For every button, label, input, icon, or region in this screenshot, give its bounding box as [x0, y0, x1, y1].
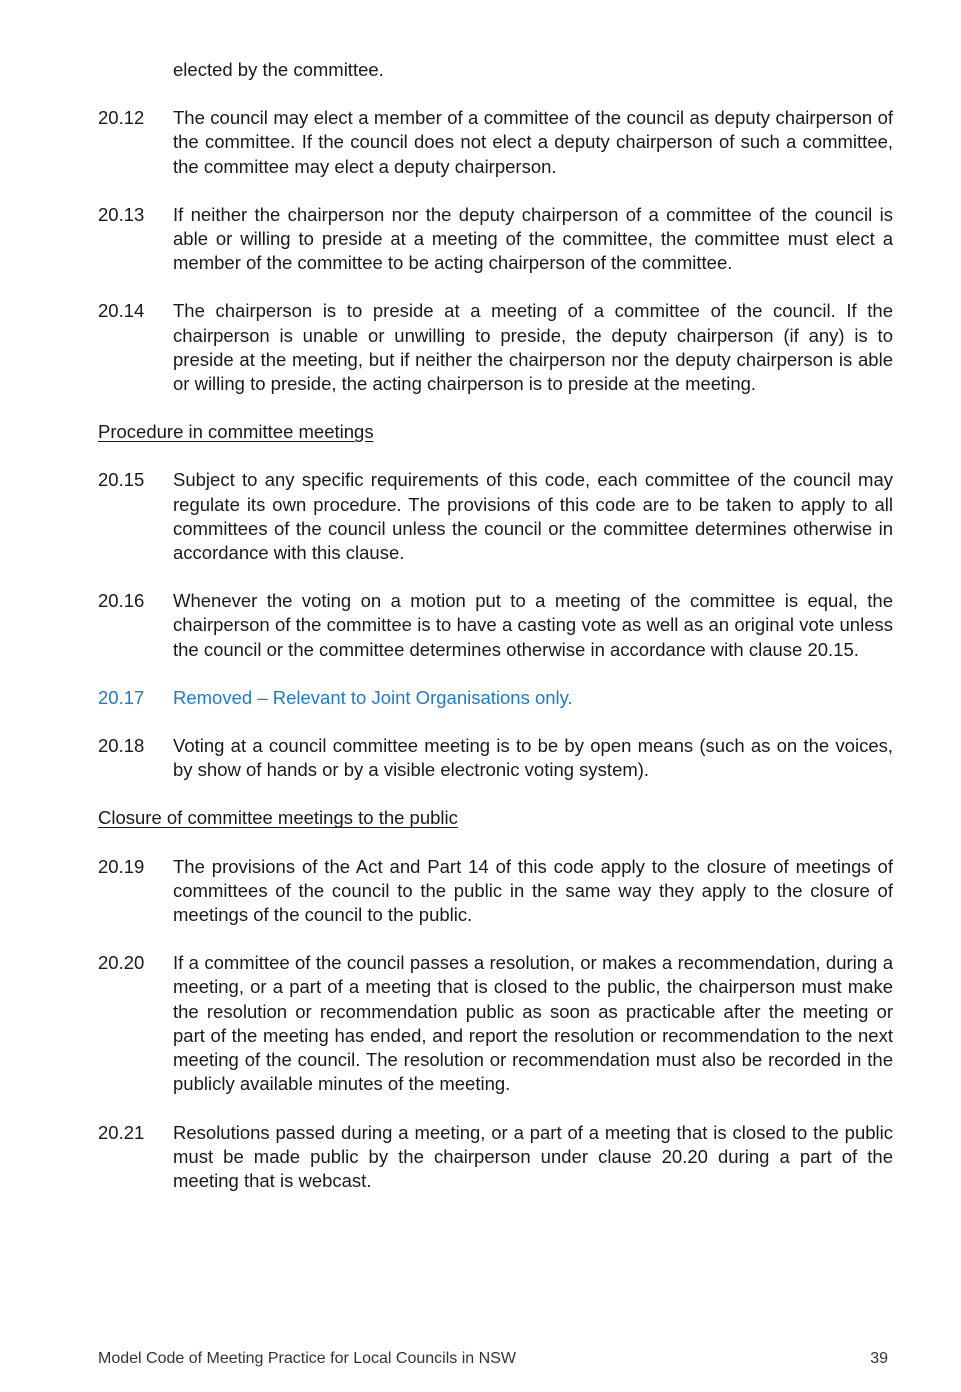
clause-text: Voting at a council committee meeting is to be by open means (such as on the voices, by show of hands or by a visible electronic voting system).: [173, 735, 893, 781]
clause-text: The chairperson is to preside at a meeting of a committee of the council. If the chairperson is unable or unwilling to preside, the deputy chairperson (if any) is to preside at the meeting, but if neither the chairperson nor the deputy chairperson is able or willing to preside, the acting chairperson is to preside at the meeting.: [173, 300, 893, 395]
clause-20-19: [98, 855, 893, 928]
page-footer: [98, 1349, 888, 1369]
clause-text: If a committee of the council passes a resolution, or makes a recommendation, during a meeting, or a part of a meeting that is closed to the public, the chairperson must make the resolution or recommendation public as soon as practicable after the meeting or part of the meeting has ended, and report the resolution or recommendation to the next meeting of the council. The resolution or recommendation must also be recorded in the publicly available minutes of the meeting.: [173, 952, 893, 1095]
clause-number: 20.16: [98, 590, 145, 612]
page-number: 39: [870, 1350, 888, 1367]
clause-text: Subject to any specific requirements of this code, each committee of the council may regulate its own procedure. The provisions of this code are to be taken to apply to all committees of the council unless the council or the committee determines otherwise in accordance with this clause.: [173, 469, 893, 564]
clause-text: If neither the chairperson nor the deputy chairperson of a committee of the council is able or willing to preside at a meeting of the committee, the committee must elect a member of the committee to be acting chairperson of the committee.: [173, 203, 893, 274]
footer-title: Model Code of Meeting Practice for Local Councils in NSW: [98, 1350, 516, 1367]
clause-number: 20.20: [98, 952, 145, 974]
clause-number: 20.17: [98, 686, 145, 708]
clause-20-13: [98, 203, 893, 276]
clause-number: 20.19: [98, 855, 145, 877]
clause-20-12: [98, 106, 893, 179]
document-body: [98, 58, 893, 1217]
clause-number: 20.12: [98, 107, 145, 129]
clause-20-18: [98, 734, 893, 782]
clause-text: The provisions of the Act and Part 14 of this code apply to the closure of meetings of committees of the council to the public in the same way they apply to the closure of meetings of the council to the public.: [173, 855, 893, 926]
clause-number: 20.21: [98, 1121, 145, 1143]
clause-20-15: [98, 468, 893, 565]
clause-text: The council may elect a member of a committee of the council as deputy chairperson of the committee. If the council does not elect a deputy chairperson of such a committee, the committee may elect a deputy chairperson.: [173, 107, 893, 177]
clause-20-21: [98, 1121, 893, 1194]
clause-number: 20.15: [98, 469, 145, 491]
clause-20-14: [98, 299, 893, 396]
clause-text: Removed – Relevant to Joint Organisations only.: [173, 686, 573, 708]
section-heading-closure: Closure of committee meetings to the public: [98, 807, 458, 829]
clause-20-20: [98, 951, 893, 1096]
clause-number: 20.18: [98, 735, 145, 757]
clause-text: Whenever the voting on a motion put to a meeting of the committee is equal, the chairperson of the committee is to have a casting vote as well as an original vote unless the council or the committee determines otherwise in accordance with clause 20.15.: [173, 590, 893, 660]
clause-text: Resolutions passed during a meeting, or a part of a meeting that is closed to the public must be made public by the chairperson under clause 20.20 during a part of the meeting that is webcast.: [173, 1121, 893, 1191]
section-heading-procedure: Procedure in committee meetings: [98, 421, 374, 443]
clause-number: 20.13: [98, 203, 145, 225]
clause-20-17-removed: [98, 686, 893, 710]
clause-number: 20.14: [98, 300, 145, 322]
continuation-text: elected by the committee.: [173, 59, 384, 80]
clause-20-16: [98, 589, 893, 662]
